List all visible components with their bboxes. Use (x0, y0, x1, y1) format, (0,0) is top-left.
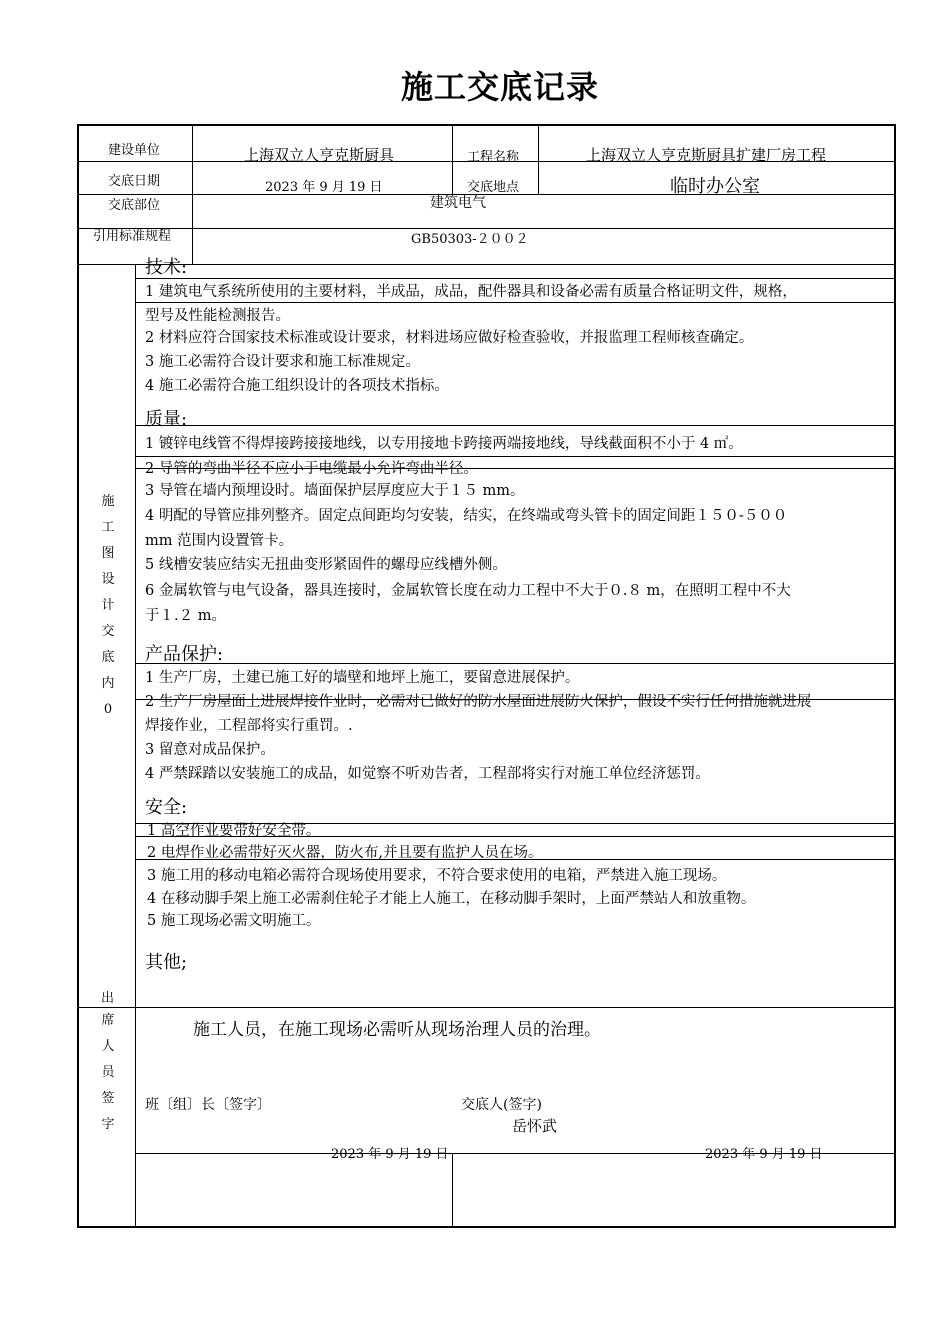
protect-line: 3 留意对成品保护。 (145, 742, 275, 758)
safety-heading: 安全: (145, 797, 188, 818)
protect-line: 4 严禁踩踏以安装施工的成品，如觉察不听劝告者，工程部将实行对施工单位经济惩罚。 (145, 766, 710, 782)
column-divider (135, 264, 136, 1228)
column-divider (192, 124, 193, 264)
quality-line: 1 镀锌电线管不得焊接跨接接地线，以专用接地卡跨接两端接地线，导线截面积不小于 4 ㎡。 (145, 436, 743, 452)
quality-line: 3 导管在墙内预埋设时。墙面保护层厚度应大于１５ mm。 (145, 483, 525, 499)
protect-line: 2 生产厂房屋面上进展焊接作业时，必需对已做好的防水屋面进展防火保护，假设不实行任何措施就进展 (145, 694, 812, 710)
safety-line: 2 电焊作业必需带好灭火器，防火布,并且要有监护人员在场。 (147, 845, 543, 861)
row-divider (77, 264, 896, 265)
quality-line: 2 导管的弯曲半径不应小于电缆最小允许弯曲半径。 (145, 461, 478, 477)
location-label: 交底地点 (467, 180, 520, 195)
part-value: 建筑电气 (430, 195, 486, 211)
discloser-sign-date: 2023 年 9 月 19 日 (705, 1147, 823, 1162)
standard-value: GB50303-２００２ (411, 232, 529, 247)
quality-line: 于１.２ m。 (145, 608, 226, 624)
tech-line: 3 施工必需符合设计要求和施工标准规定。 (145, 354, 420, 370)
column-divider (452, 1153, 453, 1228)
tech-heading: 技术: (145, 257, 188, 278)
leader-signature-label: 班〔组〕长〔签字〕 (145, 1097, 271, 1113)
standard-label: 引用标准规程 (93, 229, 172, 244)
quality-line: 4 明配的导管应排列整齐。固定点间距均匀安装，结实，在终端或弯头管卡的固定间距１５０-５００ (145, 508, 788, 524)
protect-line: 1 生产厂房，土建已施工好的墙壁和地坪上施工，要留意进展保护。 (145, 670, 580, 686)
tech-line: 4 施工必需符合施工组织设计的各项技术指标。 (145, 378, 449, 394)
other-heading: 其他; (145, 952, 188, 973)
row-divider (77, 1007, 896, 1008)
side-label-attendees: 席 人 员 签 字 (101, 1013, 115, 1132)
tech-line: 2 材料应符合国家技术标准或设计要求，材料进场应做好检查验收，并报监理工程师核查确定。 (145, 330, 754, 346)
protect-heading: 产品保护: (145, 644, 224, 665)
quality-line: 5 线槽安装应结实无扭曲变形紧固件的螺母应线槽外侧。 (145, 557, 507, 573)
safety-line: 3 施工用的移动电箱必需符合现场使用要求，不符合要求使用的电箱，严禁进入施工现场。 (147, 868, 727, 884)
location-value: 临时办公室 (670, 176, 760, 197)
part-label: 交底部位 (108, 198, 161, 213)
discloser-signature-label: 交底人(签字) (461, 1097, 542, 1113)
side-label-attend-first: 出 (101, 991, 115, 1006)
leader-sign-date: 2023 年 9 月 19 日 (331, 1147, 449, 1162)
project-name-label: 工程名称 (467, 150, 520, 165)
safety-line: 1 高空作业要带好安全带。 (147, 823, 321, 839)
quality-heading: 质量: (145, 409, 188, 430)
date-value: 2023 年 9 月 19 日 (265, 180, 383, 195)
quality-line: mm 范围内设置管卡。 (145, 533, 294, 549)
protect-line: 焊接作业，工程部将实行重罚。. (145, 718, 353, 734)
quality-line: 6 金属软管与电气设备，器具连接时，金属软管长度在动力工程中不大于０.８ m，在照明工程中不大 (145, 583, 791, 599)
date-label: 交底日期 (108, 174, 161, 189)
side-label-content: 施 工 图 设 计 交 底 内 0 (101, 494, 115, 717)
safety-line: 5 施工现场必需文明施工。 (147, 913, 321, 929)
safety-line: 4 在移动脚手架上施工必需刹住轮子才能上人施工，在移动脚手架时，上面严禁站人和放重物。 (147, 891, 756, 907)
page-title: 施工交底记录 (400, 68, 599, 106)
tech-line: 1 建筑电气系统所使用的主要材料，半成品，成品，配件器具和设备必需有质量合格证明文件，规格， (145, 284, 797, 300)
project-name-value: 上海双立人亨克斯厨具扩建厂房工程 (586, 146, 827, 164)
construction-unit-value: 上海双立人亨克斯厨具 (244, 146, 395, 164)
column-divider (538, 124, 539, 194)
discloser-name: 岳怀武 (512, 1117, 558, 1135)
column-divider (452, 124, 453, 194)
attendees-note: 施工人员，在施工现场必需听从现场治理人员的治理。 (193, 1020, 601, 1040)
construction-unit-label: 建设单位 (108, 143, 161, 158)
tech-line: 型号及性能检测报告。 (145, 308, 290, 324)
